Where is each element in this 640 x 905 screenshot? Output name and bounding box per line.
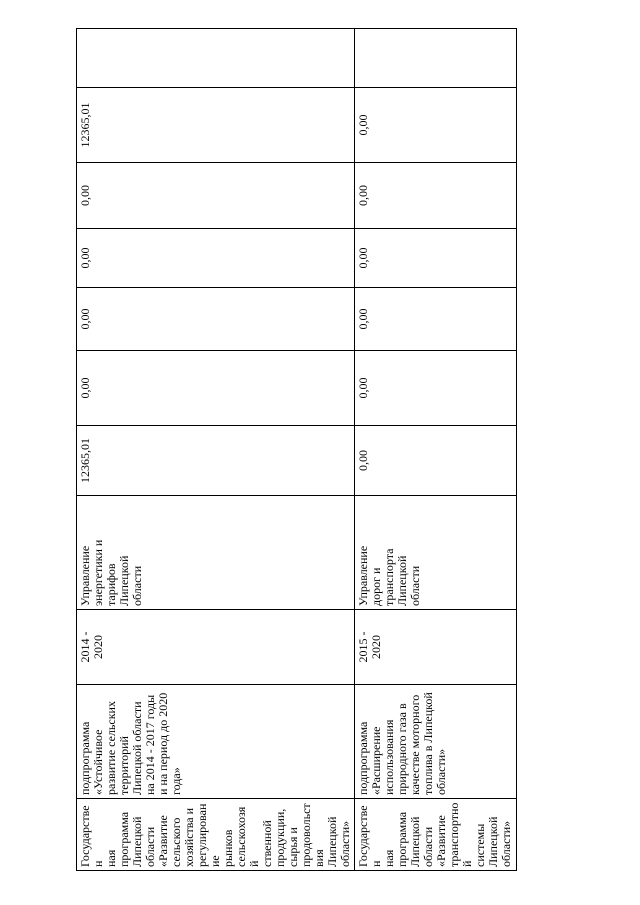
program-name-cell <box>77 799 355 871</box>
subprogram-name: подпрограмма «Расширение использования природного газа в качестве моторного топлива в Липецкой области» <box>356 692 448 795</box>
value-text: 0,00 <box>78 308 92 330</box>
subprogram-cell <box>77 685 355 799</box>
value-cell <box>77 163 355 229</box>
program-name-cell <box>355 799 517 871</box>
subprogram-cell <box>355 685 517 799</box>
value-cell <box>77 288 355 351</box>
value-cell <box>355 351 517 426</box>
value-cell <box>355 88 517 163</box>
value-text: 0,00 <box>356 114 370 136</box>
table-row <box>355 29 517 871</box>
rotated-table-wrapper <box>76 29 513 871</box>
empty-cell <box>77 29 355 88</box>
years-text: 2015 - 2020 <box>356 631 383 663</box>
subprogram-name: подпрограмма «Устойчивое развитие сельских территорий Липецкой области на 2014 - 2017 годы и на период до 2020 года» <box>78 692 183 795</box>
program-name: Государствен ная программа Липецкой области «Развитие транспортной системы Липецкой области» <box>356 802 513 867</box>
program-name: Государствен ная программа Липецкой области «Развитие сельского хозяйства и регулирование рынков сельскохозяй ственной продукции, сырья и продовольст вия Липецкой области» <box>78 803 352 867</box>
value-text: 0,00 <box>78 377 92 399</box>
value-text: 12365,01 <box>78 102 92 148</box>
years-text: 2014 - 2020 <box>78 631 105 663</box>
value-text: 0,00 <box>356 308 370 330</box>
value-cell <box>77 351 355 426</box>
years-cell <box>355 610 517 685</box>
responsible-cell <box>77 496 355 610</box>
responsible-cell <box>355 496 517 610</box>
value-cell <box>355 288 517 351</box>
value-text: 12365,01 <box>78 438 92 483</box>
value-text: 0,00 <box>356 185 370 206</box>
value-cell <box>355 426 517 496</box>
table-row <box>77 29 355 871</box>
value-text: 0,00 <box>356 450 370 471</box>
years-cell <box>77 610 355 685</box>
value-cell <box>355 229 517 288</box>
responsible-text: Управление дорог и транспорта Липецкой области <box>356 545 422 606</box>
value-cell <box>77 88 355 163</box>
value-cell <box>355 163 517 229</box>
value-text: 0,00 <box>356 247 370 269</box>
value-cell <box>77 229 355 288</box>
value-text: 0,00 <box>78 247 92 269</box>
responsible-text: Управление энергетики и тарифов Липецкой области <box>78 539 144 606</box>
empty-cell <box>355 29 517 88</box>
value-text: 0,00 <box>78 185 92 206</box>
budget-table <box>76 28 517 871</box>
value-cell <box>77 426 355 496</box>
value-text: 0,00 <box>356 377 370 399</box>
